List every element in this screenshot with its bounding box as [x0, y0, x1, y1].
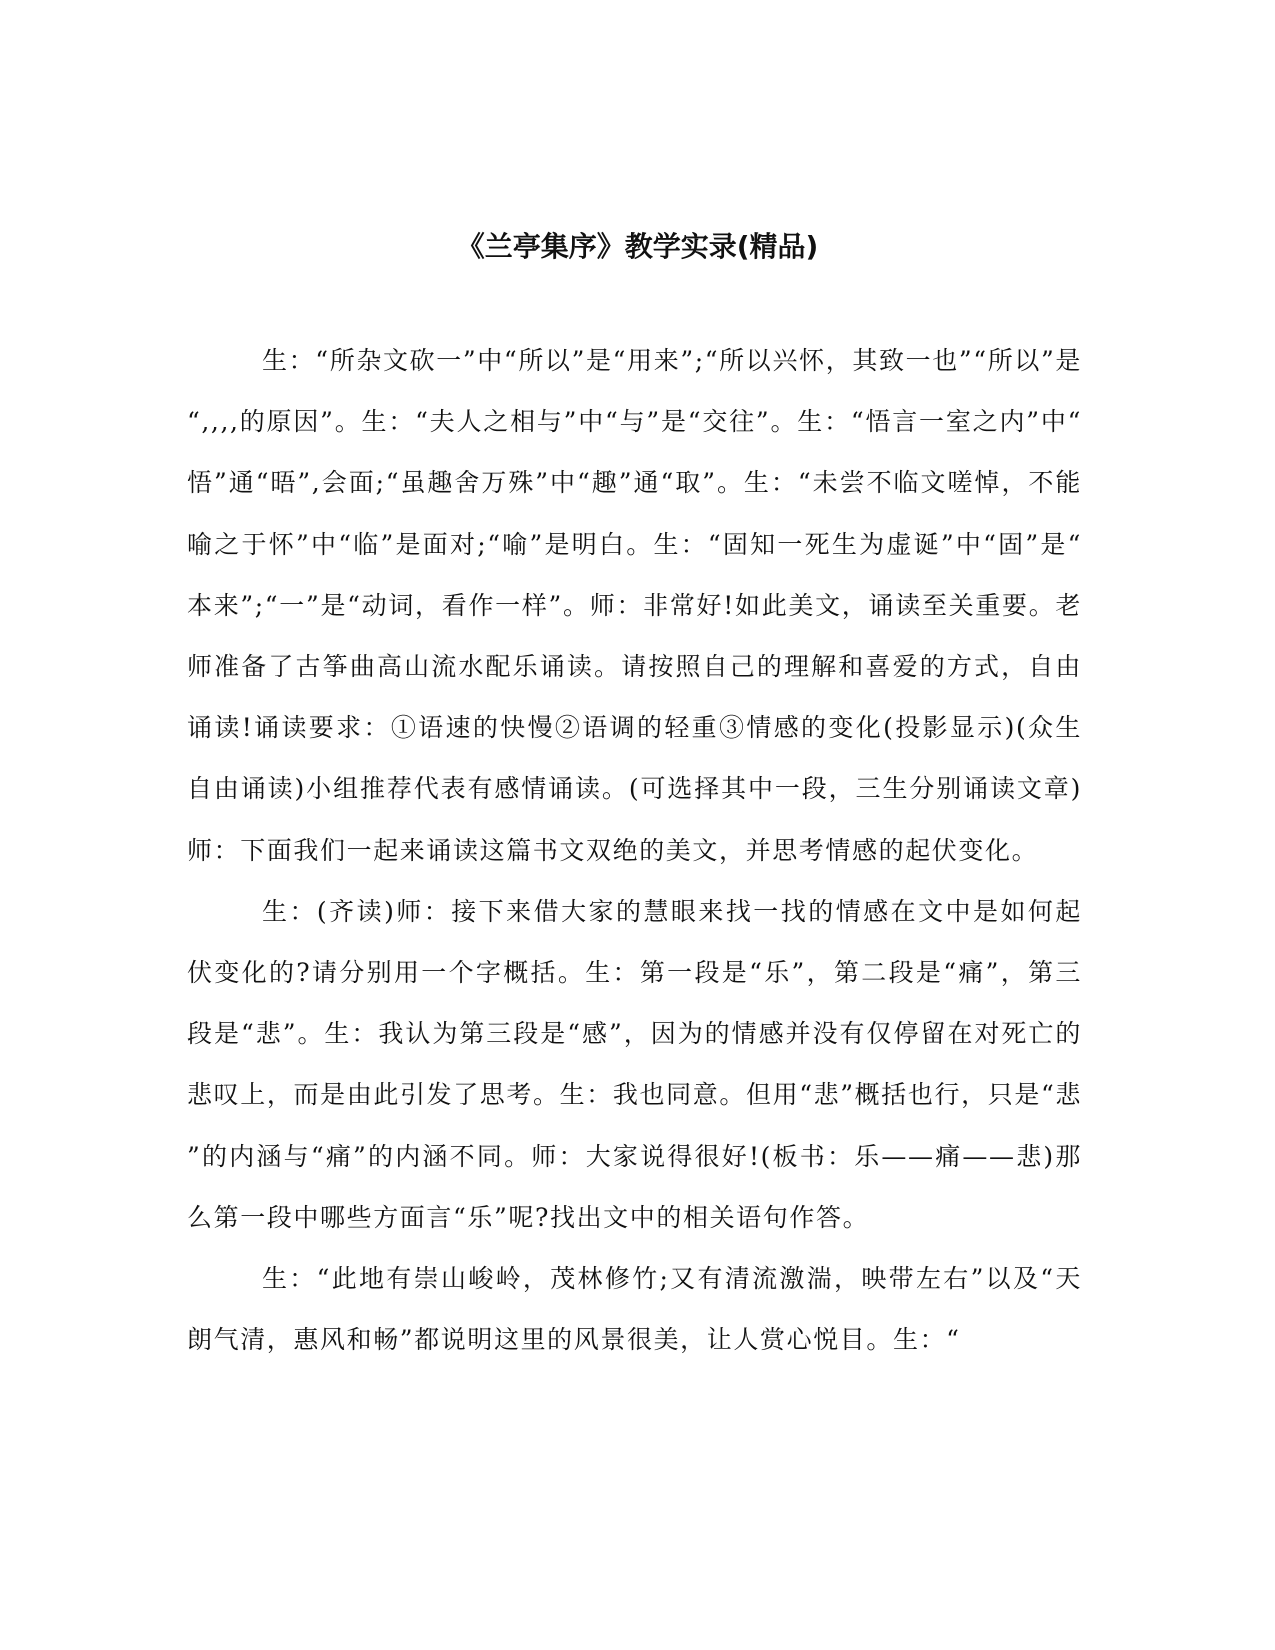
- paragraph-3: 生：“此地有崇山峻岭，茂林修竹;又有清流激湍，映带左右”以及“天朗气清，惠风和畅”都说明这里的风景很美，让人赏心悦目。生：“: [187, 1264, 1082, 1355]
- paragraph-1: 生：“所杂文砍一”中“所以”是“用来”;“所以兴怀，其致一也”“所以”是“,,,,的原因”。生：“夫人之相与”中“与”是“交往”。生：“悟言一室之内”中“悟”通“晤”,会面;“虽趣舍万殊”中“趣”通“取”。生：“未尝不临文嗟悼，不能喻之于怀”中“临”是面对;“喻”是明白。生：“固知一死生为虚诞”中“固”是“本来”;“一”是“动词，看作一样”。师：非常好!如此美文，诵读至关重要。老师准备了古筝曲高山流水配乐诵读。请按照自己的理解和喜爱的方式，自由诵读!诵读要求：①语速的快慢②语调的轻重③情感的变化(投影显示)(众生自由诵读)小组推荐代表有感情诵读。(可选择其中一段，三生分别诵读文章)师：下面我们一起来诵读这篇书文双绝的美文，并思考情感的起伏变化。: [187, 346, 1082, 865]
- document-body: [187, 330, 1082, 1370]
- document-title: 《兰亭集序》教学实录(精品): [456, 229, 819, 263]
- paragraph-2: 生：(齐读)师：接下来借大家的慧眼来找一找的情感在文中是如何起伏变化的?请分别用一个字概括。生：第一段是“乐”，第二段是“痛”，第三段是“悲”。生：我认为第三段是“感”，因为的情感并没有仅停留在对死亡的悲叹上，而是由此引发了思考。生：我也同意。但用“悲”概括也行，只是“悲”的内涵与“痛”的内涵不同。师：大家说得很好!(板书：乐——痛——悲)那么第一段中哪些方面言“乐”呢?找出文中的相关语句作答。: [187, 896, 1082, 1232]
